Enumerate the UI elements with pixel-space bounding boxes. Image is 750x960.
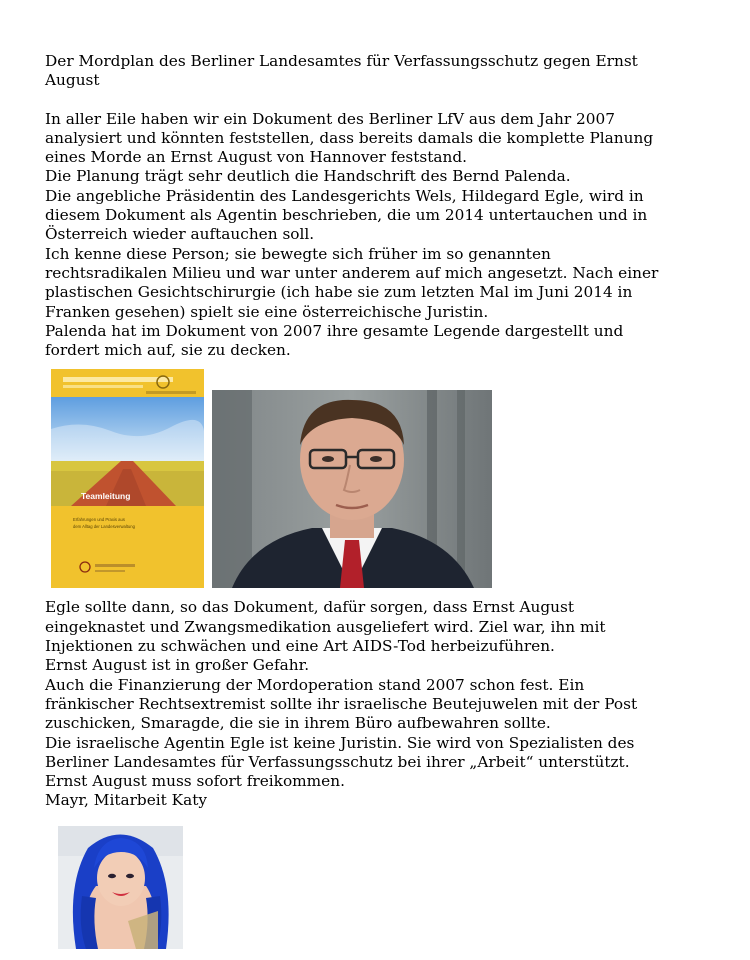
text-line: Franken gesehen) spielt sie eine österreichische Juristin. xyxy=(45,302,489,321)
text-line: zuschicken, Smaragde, die sie in ihrem Büro aufbewahren sollte. xyxy=(45,714,551,733)
blue-hair-woman-photo xyxy=(58,826,183,949)
text-line: Österreich wieder auftauchen soll. xyxy=(45,225,315,244)
text-line: Ich kenne diese Person; sie bewegte sich früher im so genannten xyxy=(45,244,551,263)
text-line: plastischen Gesichtschirurgie (ich habe sie zum letzten Mal im Juni 2014 in xyxy=(45,283,633,302)
text-line: rechtsradikalen Milieu und war unter anderem auf mich angesetzt. Nach einer xyxy=(45,263,659,282)
signature-line: Mayr, Mitarbeit Katy xyxy=(45,791,207,810)
text-line: In aller Eile haben wir ein Dokument des Berliner LfV aus dem Jahr 2007 xyxy=(45,109,615,128)
text-line: Palenda hat im Dokument von 2007 ihre gesamte Legende dargestellt und xyxy=(45,321,624,340)
cover-subtitle-line: Erfahrungen und Praxis aus xyxy=(73,517,125,523)
text-line: Die Planung trägt sehr deutlich die Handschrift des Bernd Palenda. xyxy=(45,167,571,186)
image-row xyxy=(45,369,713,595)
document-title xyxy=(45,52,713,91)
text-line: Ernst August muss sofort freikommen. xyxy=(45,772,345,791)
text-line: Die israelische Agentin Egle ist keine Juristin. Sie wird von Spezialisten des xyxy=(45,733,635,752)
text-line: eines Morde an Ernst August von Hannover feststand. xyxy=(45,148,468,167)
cover-title: Teamleitung xyxy=(81,491,131,502)
paragraph-1 xyxy=(45,110,713,361)
paragraph-2 xyxy=(45,598,713,810)
cover-subtitle-line: dem Alltag der Landesverwaltung xyxy=(73,524,135,530)
text-line: Injektionen zu schwächen und eine Art AIDS-Tod herbeizuführen. xyxy=(45,637,555,656)
text-line: Berliner Landesamtes für Verfassungsschutz bei ihrer „Arbeit“ unterstützt. xyxy=(45,752,630,771)
text-line: fränkischer Rechtsextremist sollte ihr israelische Beutejuwelen mit der Post xyxy=(45,694,638,713)
text-line: eingeknastet und Zwangsmedikation ausgeliefert wird. Ziel war, ihn mit xyxy=(45,617,606,636)
text-line: Ernst August ist in großer Gefahr. xyxy=(45,656,310,675)
text-line: Auch die Finanzierung der Mordoperation stand 2007 schon fest. Ein xyxy=(45,675,585,694)
text-line: diesem Dokument als Agentin beschrieben, die um 2014 untertauchen und in xyxy=(45,206,648,225)
text-line: fordert mich auf, sie zu decken. xyxy=(45,341,291,360)
brochure-cover-image xyxy=(51,369,204,588)
portrait-photo xyxy=(212,390,492,588)
text-line: analysiert und könnten feststellen, dass bereits damals die komplette Planung xyxy=(45,128,654,147)
text-line: Egle sollte dann, so das Dokument, dafür sorgen, dass Ernst August xyxy=(45,598,575,617)
text-line: Die angebliche Präsidentin des Landesgerichts Wels, Hildegard Egle, wird in xyxy=(45,186,644,205)
title-line: August xyxy=(45,71,100,90)
title-line: Der Mordplan des Berliner Landesamtes für Verfassungsschutz gegen Ernst xyxy=(45,52,638,70)
document xyxy=(45,52,713,949)
